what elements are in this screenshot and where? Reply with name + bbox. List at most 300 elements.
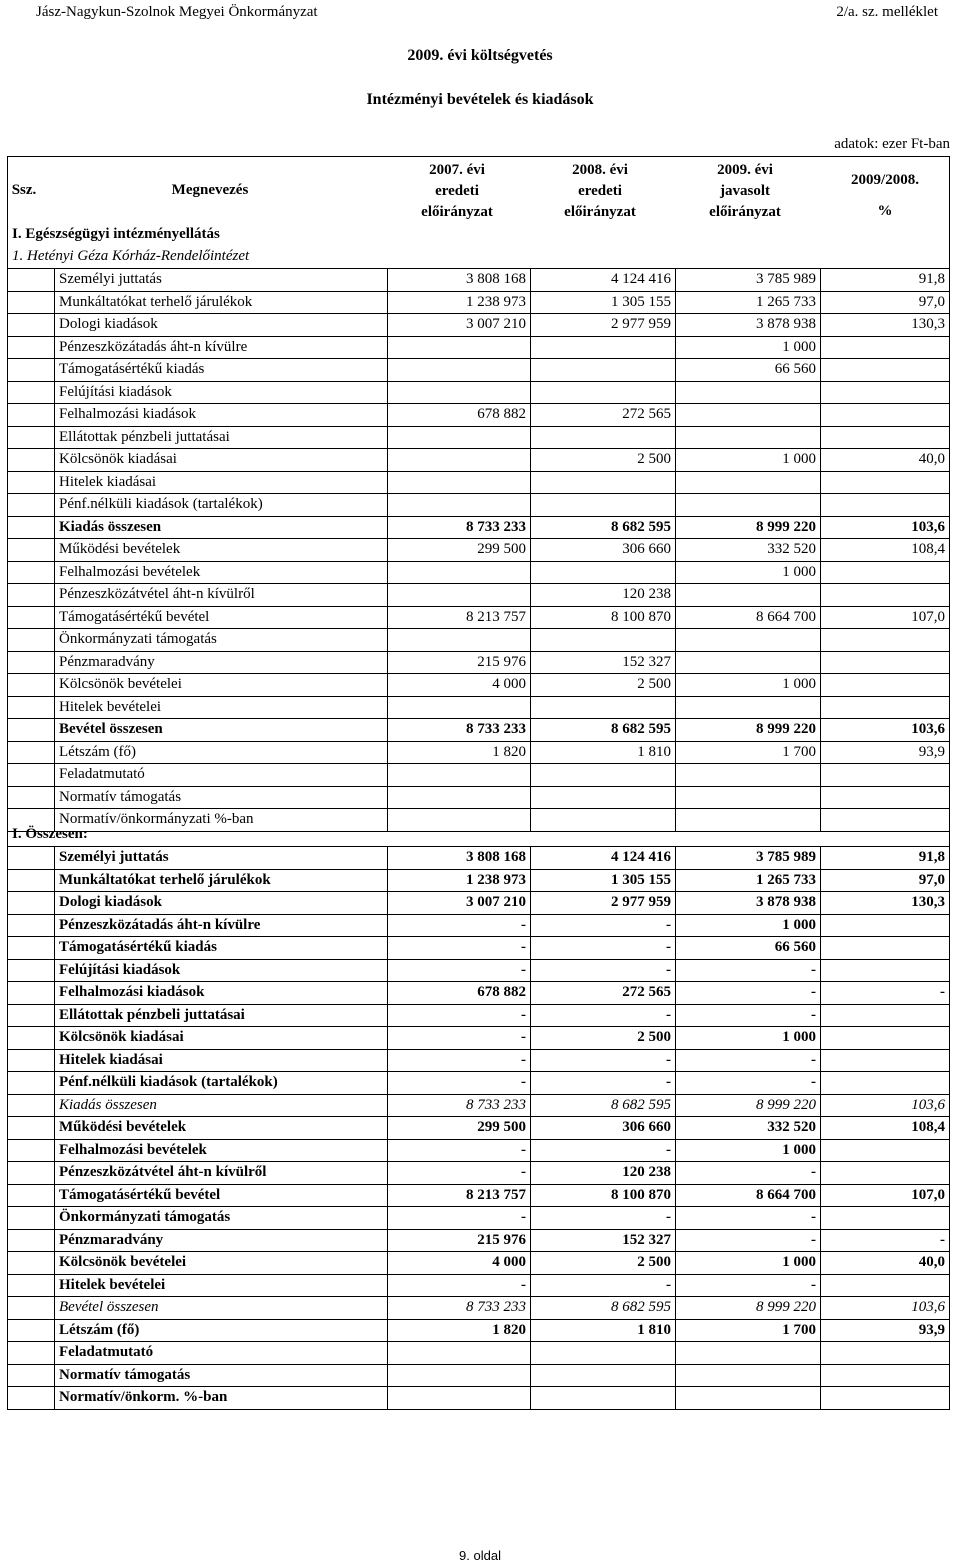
value-pct — [821, 1342, 950, 1365]
value-2008: - — [531, 937, 676, 960]
value-2008: 1 305 155 — [531, 869, 676, 892]
value-2008: 272 565 — [531, 982, 676, 1005]
row-number-cell — [8, 764, 55, 787]
value-2007: 4 000 — [388, 674, 531, 697]
table-row — [8, 1094, 950, 1117]
row-number-cell — [8, 1027, 55, 1050]
value-2007: 3 808 168 — [388, 847, 531, 870]
value-2007: 8 733 233 — [388, 1094, 531, 1117]
row-number-cell — [8, 1117, 55, 1140]
table-row — [8, 1297, 950, 1320]
row-number-cell — [8, 1207, 55, 1230]
row-number-cell — [8, 336, 55, 359]
table-row — [8, 892, 950, 915]
value-2007 — [388, 494, 531, 517]
value-2007 — [388, 426, 531, 449]
row-number-cell — [8, 1319, 55, 1342]
row-label: Támogatásértékű bevétel — [55, 606, 388, 629]
value-2008 — [531, 494, 676, 517]
value-2007: 8 213 757 — [388, 1184, 531, 1207]
document-title: 2009. évi költségvetés — [407, 47, 553, 64]
table-row — [8, 381, 950, 404]
value-2008: 8 682 595 — [531, 1094, 676, 1117]
row-number-cell — [8, 1364, 55, 1387]
row-label: Felújítási kiadások — [55, 381, 388, 404]
table-row — [8, 869, 950, 892]
row-label: Hitelek bevételei — [55, 1274, 388, 1297]
col-2007-header — [392, 160, 522, 223]
total-table — [7, 846, 950, 1410]
row-label: Feladatmutató — [55, 764, 388, 787]
row-label: Működési bevételek — [55, 1117, 388, 1140]
row-label: Pénzmaradvány — [55, 1229, 388, 1252]
col-2007-line2: eredeti — [435, 183, 479, 199]
row-label: Dologi kiadások — [55, 892, 388, 915]
value-pct — [821, 1004, 950, 1027]
value-2007: 1 238 973 — [388, 869, 531, 892]
value-2008: 2 500 — [531, 1252, 676, 1275]
value-2008: 120 238 — [531, 1162, 676, 1185]
value-2009: 1 000 — [676, 561, 821, 584]
value-pct: 40,0 — [821, 449, 950, 472]
value-2009 — [676, 494, 821, 517]
value-2009 — [676, 381, 821, 404]
value-2009 — [676, 1387, 821, 1410]
value-2008: - — [531, 1072, 676, 1095]
value-2007 — [388, 561, 531, 584]
row-number-cell — [8, 869, 55, 892]
row-number-cell — [8, 426, 55, 449]
value-pct — [821, 696, 950, 719]
value-2007: - — [388, 1274, 531, 1297]
value-2007: - — [388, 937, 531, 960]
value-2007: 299 500 — [388, 1117, 531, 1140]
table-row — [8, 314, 950, 337]
value-2009: - — [676, 1072, 821, 1095]
value-2007: - — [388, 1049, 531, 1072]
row-number-cell — [8, 404, 55, 427]
value-2007: 1 820 — [388, 1319, 531, 1342]
value-2009: 3 878 938 — [676, 314, 821, 337]
row-label: Feladatmutató — [55, 1342, 388, 1365]
value-pct — [821, 809, 950, 832]
value-2007: - — [388, 959, 531, 982]
value-2007 — [388, 696, 531, 719]
value-2009: 8 664 700 — [676, 606, 821, 629]
table-row — [8, 1364, 950, 1387]
table-row — [8, 1027, 950, 1050]
table-row — [8, 359, 950, 382]
value-2008 — [531, 809, 676, 832]
table-row — [8, 1252, 950, 1275]
value-2008: 4 124 416 — [531, 269, 676, 292]
document-subtitle: Intézményi bevételek és kiadások — [366, 91, 594, 108]
value-2009 — [676, 471, 821, 494]
value-pct — [821, 336, 950, 359]
value-2008: - — [531, 1139, 676, 1162]
row-number-cell — [8, 449, 55, 472]
page-number: 9. oldal — [459, 1548, 501, 1563]
row-number-cell — [8, 937, 55, 960]
value-2008: 152 327 — [531, 1229, 676, 1252]
value-pct: 97,0 — [821, 869, 950, 892]
value-pct: 103,6 — [821, 1297, 950, 1320]
table-row — [8, 764, 950, 787]
value-pct — [821, 786, 950, 809]
value-2007: 299 500 — [388, 539, 531, 562]
value-2008: 1 305 155 — [531, 291, 676, 314]
col-2009-line2: javasolt — [720, 183, 770, 199]
value-2008: 2 500 — [531, 449, 676, 472]
value-pct — [821, 404, 950, 427]
value-2009: 1 000 — [676, 1027, 821, 1050]
col-2009-header — [680, 160, 810, 223]
value-2008: 306 660 — [531, 1117, 676, 1140]
value-2007: 3 808 168 — [388, 269, 531, 292]
row-number-cell — [8, 1072, 55, 1095]
row-number-cell — [8, 1049, 55, 1072]
value-pct — [821, 764, 950, 787]
value-2007 — [388, 1387, 531, 1410]
value-pct: 107,0 — [821, 606, 950, 629]
row-number-cell — [8, 1184, 55, 1207]
section-heading: I. Egészségügyi intézményellátás — [12, 226, 220, 242]
value-2008: 2 500 — [531, 674, 676, 697]
row-number-cell — [8, 291, 55, 314]
value-2008: - — [531, 1004, 676, 1027]
value-2007: 215 976 — [388, 1229, 531, 1252]
value-2007 — [388, 359, 531, 382]
value-2009 — [676, 651, 821, 674]
row-label: Létszám (fő) — [55, 1319, 388, 1342]
value-2008: 2 977 959 — [531, 314, 676, 337]
value-pct: - — [821, 982, 950, 1005]
value-2007 — [388, 449, 531, 472]
table-row — [8, 269, 950, 292]
row-label: Kölcsönök kiadásai — [55, 1027, 388, 1050]
row-number-cell — [8, 786, 55, 809]
value-2009: - — [676, 1049, 821, 1072]
value-pct — [821, 651, 950, 674]
value-2008 — [531, 786, 676, 809]
value-2009: 66 560 — [676, 937, 821, 960]
row-label: Pénzeszközátadás áht-n kívülre — [55, 336, 388, 359]
value-2007: - — [388, 1207, 531, 1230]
value-2008: 120 238 — [531, 584, 676, 607]
table-row — [8, 1274, 950, 1297]
value-2009 — [676, 809, 821, 832]
row-number-cell — [8, 674, 55, 697]
value-2009: - — [676, 1229, 821, 1252]
value-2007: 8 733 233 — [388, 719, 531, 742]
row-label: Normatív támogatás — [55, 1364, 388, 1387]
value-2008 — [531, 1342, 676, 1365]
row-label: Munkáltatókat terhelő járulékok — [55, 869, 388, 892]
value-2009: - — [676, 1004, 821, 1027]
row-label: Pénzeszközátvétel áht-n kívülről — [55, 1162, 388, 1185]
value-pct — [821, 494, 950, 517]
value-2008: 2 500 — [531, 1027, 676, 1050]
value-pct: 93,9 — [821, 1319, 950, 1342]
table-row — [8, 471, 950, 494]
value-pct — [821, 1364, 950, 1387]
value-2008: 306 660 — [531, 539, 676, 562]
value-2008: 2 977 959 — [531, 892, 676, 915]
value-2008 — [531, 336, 676, 359]
value-2009: - — [676, 959, 821, 982]
table-row — [8, 1072, 950, 1095]
value-pct — [821, 629, 950, 652]
value-pct: 103,6 — [821, 516, 950, 539]
value-2007: - — [388, 1139, 531, 1162]
value-pct — [821, 561, 950, 584]
row-number-cell — [8, 847, 55, 870]
row-label: Kölcsönök bevételei — [55, 1252, 388, 1275]
table-row — [8, 629, 950, 652]
row-number-cell — [8, 892, 55, 915]
value-pct: 103,6 — [821, 1094, 950, 1117]
value-2008: 4 124 416 — [531, 847, 676, 870]
value-2008 — [531, 696, 676, 719]
row-number-cell — [8, 959, 55, 982]
value-2008 — [531, 1387, 676, 1410]
value-2008 — [531, 426, 676, 449]
table-row — [8, 1319, 950, 1342]
value-pct — [821, 359, 950, 382]
row-label: Támogatásértékű bevétel — [55, 1184, 388, 1207]
value-pct — [821, 1027, 950, 1050]
value-2007: 8 733 233 — [388, 1297, 531, 1320]
value-pct: 107,0 — [821, 1184, 950, 1207]
table-row — [8, 1207, 950, 1230]
row-number-cell — [8, 606, 55, 629]
row-number-cell — [8, 1094, 55, 1117]
col-name-header: Megnevezés — [171, 182, 249, 198]
value-2007: 3 007 210 — [388, 892, 531, 915]
table-row — [8, 741, 950, 764]
value-2008 — [531, 381, 676, 404]
value-2008: 8 682 595 — [531, 719, 676, 742]
value-2009 — [676, 764, 821, 787]
row-number-cell — [8, 359, 55, 382]
table-row — [8, 1139, 950, 1162]
value-2009: 1 000 — [676, 914, 821, 937]
row-number-cell — [8, 1004, 55, 1027]
row-number-cell — [8, 741, 55, 764]
value-2008: 8 682 595 — [531, 1297, 676, 1320]
row-label: Kiadás összesen — [55, 516, 388, 539]
col-2008-line3: előirányzat — [564, 204, 636, 220]
unit-note: adatok: ezer Ft-ban — [834, 136, 950, 152]
table-row — [8, 1162, 950, 1185]
row-number-cell — [8, 1297, 55, 1320]
row-number-cell — [8, 982, 55, 1005]
value-pct: 108,4 — [821, 1117, 950, 1140]
value-2009 — [676, 629, 821, 652]
value-2008 — [531, 471, 676, 494]
table-row — [8, 539, 950, 562]
value-pct — [821, 1274, 950, 1297]
value-pct — [821, 959, 950, 982]
row-label: Pénzmaradvány — [55, 651, 388, 674]
table-row — [8, 719, 950, 742]
row-label: Működési bevételek — [55, 539, 388, 562]
table-row — [8, 606, 950, 629]
value-pct — [821, 914, 950, 937]
table-row — [8, 959, 950, 982]
table-row — [8, 674, 950, 697]
row-label: Támogatásértékű kiadás — [55, 359, 388, 382]
value-2007: - — [388, 1027, 531, 1050]
value-2009: 8 664 700 — [676, 1184, 821, 1207]
value-pct — [821, 584, 950, 607]
value-2009: 3 785 989 — [676, 847, 821, 870]
row-label: Támogatásértékű kiadás — [55, 937, 388, 960]
value-2009: 1 000 — [676, 674, 821, 697]
row-label: Önkormányzati támogatás — [55, 629, 388, 652]
value-2007: 1 238 973 — [388, 291, 531, 314]
value-2007: - — [388, 1162, 531, 1185]
value-2009: 66 560 — [676, 359, 821, 382]
table-row — [8, 561, 950, 584]
row-label: Létszám (fő) — [55, 741, 388, 764]
table-row — [8, 696, 950, 719]
row-label: Bevétel összesen — [55, 719, 388, 742]
value-2009: 1 700 — [676, 741, 821, 764]
value-2009: 1 700 — [676, 1319, 821, 1342]
table-row — [8, 937, 950, 960]
table-row — [8, 1004, 950, 1027]
value-2007: 4 000 — [388, 1252, 531, 1275]
value-2008: 1 810 — [531, 1319, 676, 1342]
value-pct — [821, 1139, 950, 1162]
row-label: Hitelek kiadásai — [55, 471, 388, 494]
row-label: Normatív támogatás — [55, 786, 388, 809]
table-row — [8, 404, 950, 427]
value-2007: 215 976 — [388, 651, 531, 674]
row-label: Normatív/önkormányzati %-ban — [55, 809, 388, 832]
col-2008-line1: 2008. évi — [572, 162, 628, 178]
value-2008: 152 327 — [531, 651, 676, 674]
col-2009-line1: 2009. évi — [717, 162, 773, 178]
value-2008 — [531, 1364, 676, 1387]
value-2007: 8 213 757 — [388, 606, 531, 629]
value-pct: 93,9 — [821, 741, 950, 764]
value-pct — [821, 1072, 950, 1095]
table-row — [8, 426, 950, 449]
row-number-cell — [8, 1342, 55, 1365]
row-label: Normatív/önkorm. %-ban — [55, 1387, 388, 1410]
value-pct — [821, 1049, 950, 1072]
table-row — [8, 1387, 950, 1410]
row-label: Pénzeszközátvétel áht-n kívülről — [55, 584, 388, 607]
row-label: Kölcsönök bevételei — [55, 674, 388, 697]
table-row — [8, 809, 950, 832]
value-2007 — [388, 764, 531, 787]
value-2007: 1 820 — [388, 741, 531, 764]
col-2007-line1: 2007. évi — [429, 162, 485, 178]
value-2007: 678 882 — [388, 404, 531, 427]
value-2007: 3 007 210 — [388, 314, 531, 337]
row-label: Dologi kiadások — [55, 314, 388, 337]
col-2008-line2: eredeti — [578, 183, 622, 199]
row-label: Személyi juttatás — [55, 269, 388, 292]
value-2009 — [676, 584, 821, 607]
value-2009: 8 999 220 — [676, 1094, 821, 1117]
value-2007: 8 733 233 — [388, 516, 531, 539]
value-pct — [821, 1162, 950, 1185]
table-row — [8, 584, 950, 607]
row-number-cell — [8, 1387, 55, 1410]
value-pct — [821, 674, 950, 697]
value-pct — [821, 471, 950, 494]
row-number-cell — [8, 629, 55, 652]
value-2008: 8 100 870 — [531, 1184, 676, 1207]
value-2007 — [388, 1342, 531, 1365]
value-pct — [821, 937, 950, 960]
row-label: Ellátottak pénzbeli juttatásai — [55, 426, 388, 449]
value-2009: - — [676, 1274, 821, 1297]
header-annex-label: 2/a. sz. melléklet — [836, 4, 938, 20]
value-2009: 1 265 733 — [676, 291, 821, 314]
row-label: Pénzeszközátadás áht-n kívülre — [55, 914, 388, 937]
value-2009: 3 878 938 — [676, 892, 821, 915]
value-2008: 1 810 — [531, 741, 676, 764]
value-2009: 1 000 — [676, 449, 821, 472]
row-label: Személyi juttatás — [55, 847, 388, 870]
value-2009: 3 785 989 — [676, 269, 821, 292]
row-label: Önkormányzati támogatás — [55, 1207, 388, 1230]
value-2008 — [531, 629, 676, 652]
value-2008: - — [531, 914, 676, 937]
value-pct: 108,4 — [821, 539, 950, 562]
col-ssz-header: Ssz. — [11, 182, 37, 198]
value-2007: 678 882 — [388, 982, 531, 1005]
value-2009 — [676, 1342, 821, 1365]
row-label: Felhalmozási bevételek — [55, 561, 388, 584]
value-2009: 1 000 — [676, 1252, 821, 1275]
row-number-cell — [8, 1252, 55, 1275]
row-number-cell — [8, 914, 55, 937]
value-2009: - — [676, 1207, 821, 1230]
value-2007 — [388, 471, 531, 494]
row-number-cell — [8, 269, 55, 292]
row-number-cell — [8, 1139, 55, 1162]
value-2008: - — [531, 1049, 676, 1072]
value-2008: 8 100 870 — [531, 606, 676, 629]
value-2007 — [388, 1364, 531, 1387]
row-label: Hitelek bevételei — [55, 696, 388, 719]
row-number-cell — [8, 539, 55, 562]
row-label: Bevétel összesen — [55, 1297, 388, 1320]
row-number-cell — [8, 381, 55, 404]
value-pct — [821, 426, 950, 449]
value-2009: 332 520 — [676, 1117, 821, 1140]
row-number-cell — [8, 696, 55, 719]
row-number-cell — [8, 719, 55, 742]
value-2008: - — [531, 959, 676, 982]
value-2007: - — [388, 914, 531, 937]
value-2009: 8 999 220 — [676, 516, 821, 539]
row-number-cell — [8, 1229, 55, 1252]
value-pct: 103,6 — [821, 719, 950, 742]
value-2009: 8 999 220 — [676, 719, 821, 742]
value-pct: 91,8 — [821, 269, 950, 292]
row-label: Felújítási kiadások — [55, 959, 388, 982]
value-2009: 8 999 220 — [676, 1297, 821, 1320]
value-2009 — [676, 696, 821, 719]
table-row — [8, 291, 950, 314]
